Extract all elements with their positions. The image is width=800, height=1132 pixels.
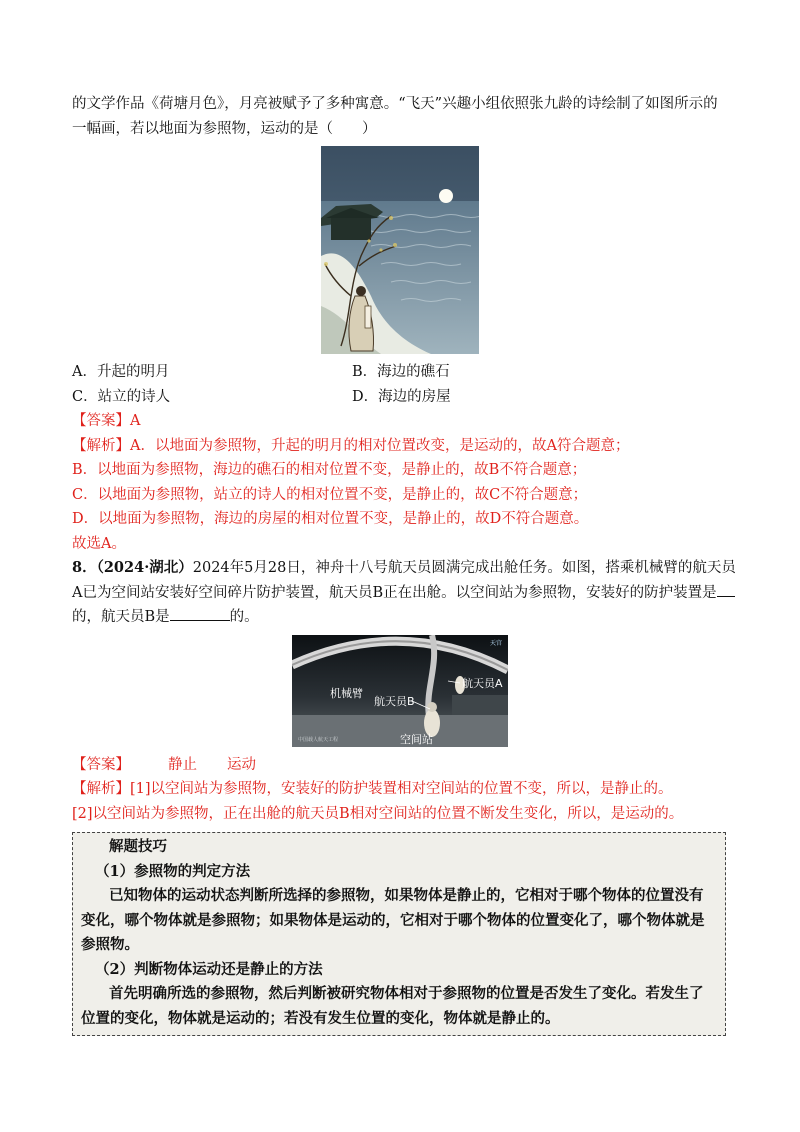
q8-answer-1: 静止 <box>168 756 197 773</box>
space-station-photo <box>292 635 508 747</box>
q7-options <box>72 360 728 409</box>
q8-answer-2: 运动 <box>227 756 256 773</box>
q8-blank-2[interactable] <box>170 606 230 621</box>
moon-sea-painting <box>321 146 479 354</box>
label-station: 空间站 <box>400 732 433 746</box>
q7-answer-value: A <box>130 413 141 429</box>
photo-caption: 中国载人航天工程 <box>298 736 339 743</box>
label-arm: 机械臂 <box>330 686 363 700</box>
q8-answer: 【答案】 静止 运动 <box>72 756 256 773</box>
q7-stem-line1: 的文学作品《荷塘月色》，月亮被赋予了多种寓意。“飞天”兴趣小组依照张九龄的诗绘制了如图所示的 <box>72 96 718 112</box>
q7-analysis-line2: B．以地面为参照物，海边的礁石的相对位置不变，是静止的，故B不符合题意； <box>72 462 587 478</box>
q7-analysis-conclusion: 故选A。 <box>72 535 126 552</box>
q8-analysis-line2: [2]以空间站为参照物，正在出舱的航天员B相对空间站的位置不断发生变化，所以，是运动的。 <box>72 805 684 822</box>
q7-option-b[interactable]: B．海边的礁石 <box>352 364 450 380</box>
label-astronaut-a: 航天员A <box>462 676 503 690</box>
q7-analysis-line4: D．以地面为参照物，海边的房屋的相对位置不变，是静止的，故D不符合题意。 <box>72 511 589 527</box>
q7-option-a[interactable]: A．升起的明月 <box>72 364 170 380</box>
tips-paragraph-1: 已知物体的运动状态判断所选择的参照物，如果物体是静止的，它相对于哪个物体的位置没有变化，哪个物体就是参照物；如果物体是运动的，它相对于哪个物体的位置变化了，哪个物体就是参照物。 <box>81 887 705 953</box>
photo-logo-tag: 天宫 <box>490 639 503 647</box>
q8-blank-1[interactable] <box>717 582 735 597</box>
tips-heading-2: （2）判断物体运动还是静止的方法 <box>95 960 323 978</box>
q8-stem-line1: 8．（2024·湖北）2024年5月28日，神舟十八号航天员圆满完成出舱任务。如图，搭乘机械臂的航天员 <box>72 559 736 576</box>
q7-analysis-line1: 【解析】A．以地面为参照物，升起的明月的相对位置改变，是运动的，故A符合题意； <box>72 437 630 454</box>
q8-source: （2024·湖北） <box>96 559 193 576</box>
q8-stem-line2: A已为空间站安装好空间碎片防护装置，航天员B正在出舱。以空间站为参照物，安装好的防护装置是 <box>72 581 728 606</box>
q7-option-c[interactable]: C．站立的诗人 <box>72 388 171 405</box>
q8-number: 8． <box>72 559 97 576</box>
q8-stem-line3: 的，航天员B是 的。 <box>72 605 728 630</box>
q7-answer: 【答案】A <box>72 413 141 429</box>
label-astronaut-b: 航天员B <box>374 694 415 708</box>
moon-icon <box>439 189 453 203</box>
q7-analysis-line3: C．以地面为参照物，站立的诗人的相对位置不变，是静止的，故C不符合题意； <box>72 486 588 503</box>
q7-stem-line2: 一幅画，若以地面为参照物，运动的是（ ） <box>72 120 377 137</box>
tips-title: 解题技巧 <box>109 838 167 855</box>
tips-paragraph-2: 首先明确所选的参照物，然后判断被研究物体相对于参照物的位置是否发生了变化。若发生了位置的变化，物体就是运动的；若没有发生位置的变化，物体就是静止的。 <box>81 985 704 1027</box>
solving-tips-box <box>72 832 726 1036</box>
q8-analysis-line1: 【解析】[1]以空间站为参照物，安装好的防护装置相对空间站的位置不变，所以，是静止的。 <box>72 781 673 797</box>
tips-heading-1: （1）参照物的判定方法 <box>95 862 251 880</box>
q7-option-d[interactable]: D．海边的房屋 <box>352 388 451 405</box>
document-page <box>72 92 736 1036</box>
